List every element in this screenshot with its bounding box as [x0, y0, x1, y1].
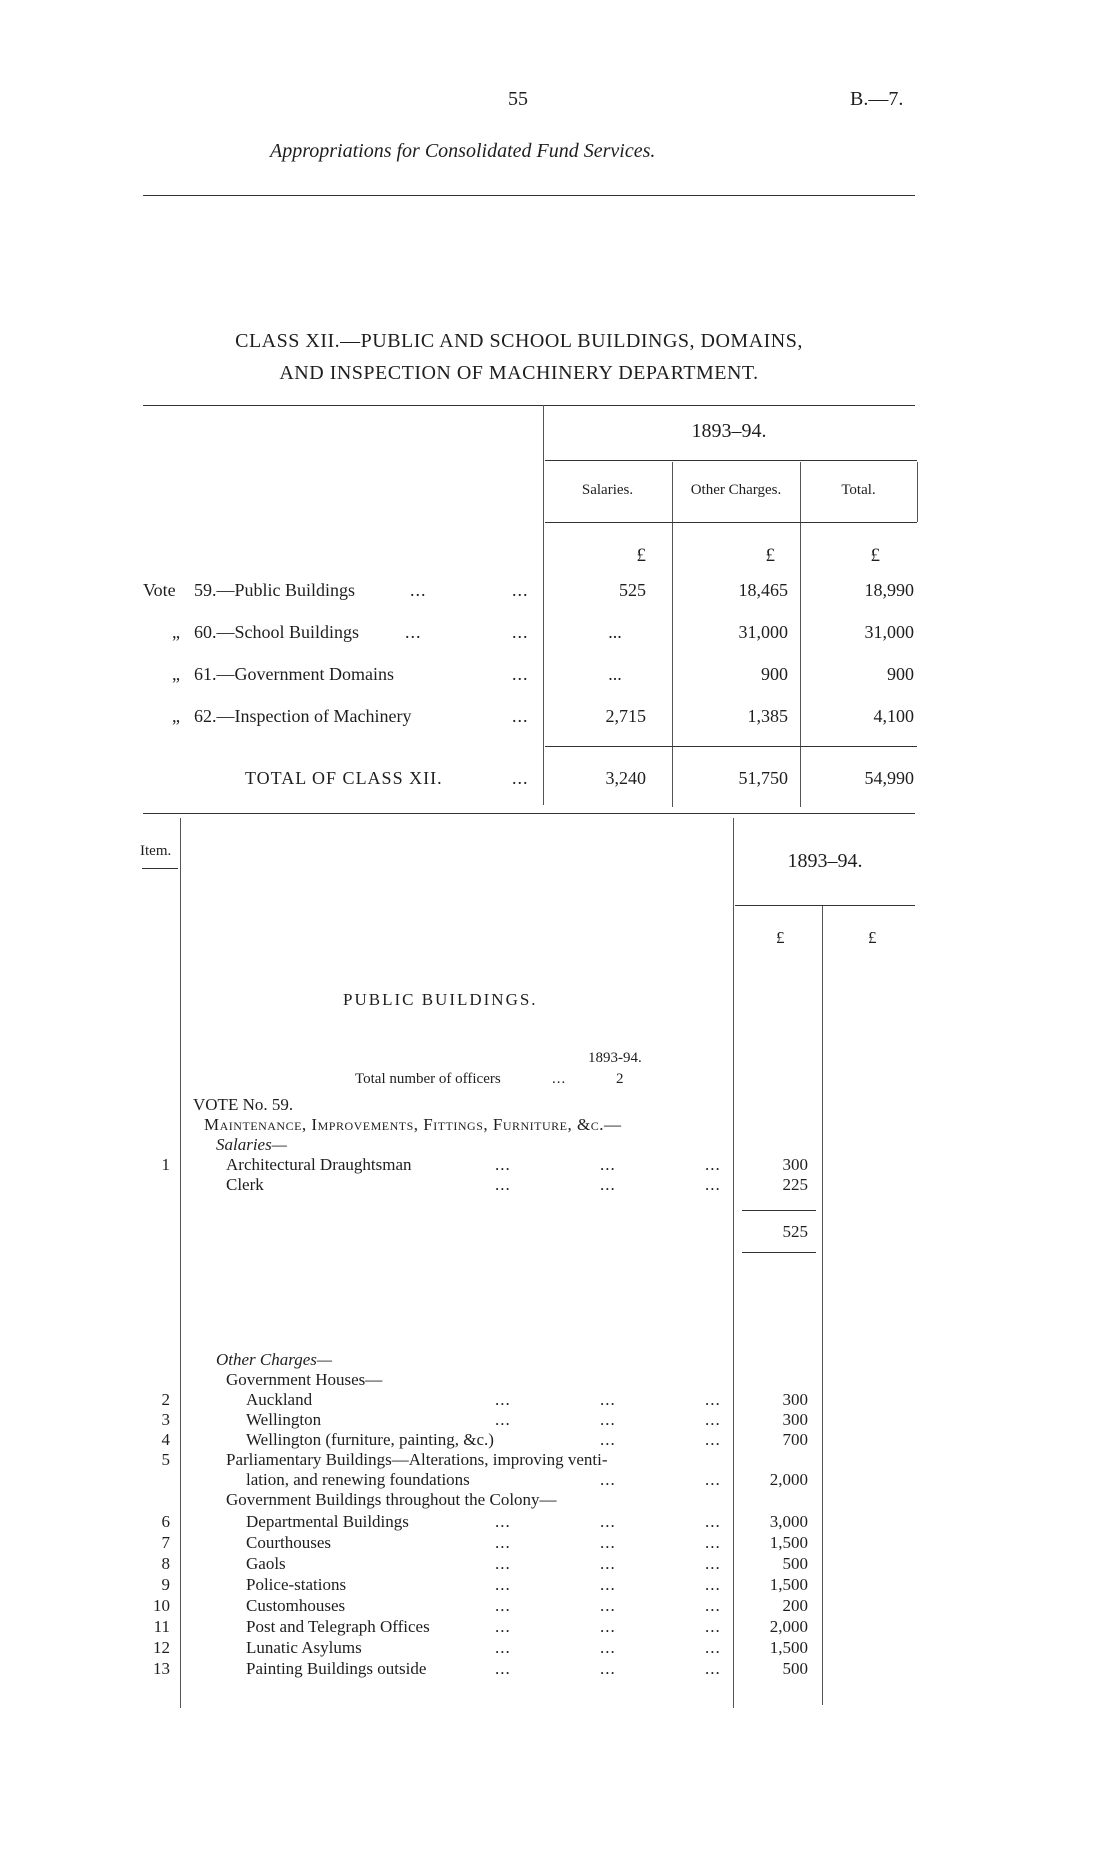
colony-buildings-heading: Government Buildings throughout the Colony— — [226, 1490, 557, 1509]
vote-number: VOTE No. 59. — [193, 1095, 294, 1114]
item-amount: 225 — [782, 1175, 808, 1194]
item-label: Courthouses — [246, 1533, 331, 1552]
summary-row-prefix: Vote — [143, 580, 176, 600]
other-charges-heading: Other Charges— — [216, 1350, 333, 1369]
item-number: 5 — [161, 1450, 170, 1469]
salaries-heading: Salaries— — [216, 1135, 287, 1154]
summary-salaries: ... — [608, 622, 622, 642]
item-amount: 200 — [782, 1596, 808, 1615]
item-number: 13 — [153, 1659, 170, 1678]
summary-row-prefix: „ — [172, 664, 180, 684]
item-amount: 1,500 — [769, 1575, 808, 1594]
item-amount: 700 — [782, 1430, 808, 1449]
total-other: 51,750 — [738, 768, 788, 788]
item-amount: 1,500 — [769, 1638, 808, 1657]
section-title: PUBLIC BUILDINGS. — [343, 990, 538, 1009]
item-number: 2 — [161, 1390, 170, 1409]
summary-row-label: 61.—Government Domains — [194, 664, 394, 684]
summary-other: 900 — [761, 664, 788, 684]
item-amount: 2,000 — [769, 1617, 808, 1636]
item-number: 9 — [161, 1575, 170, 1594]
summary-divider — [543, 405, 544, 805]
item-number: 12 — [153, 1638, 170, 1657]
total-rule — [545, 746, 917, 747]
item-amount: 300 — [782, 1155, 808, 1174]
item-label: Police-stations — [246, 1575, 347, 1594]
detail-top-rule — [143, 813, 915, 814]
item-number: 7 — [161, 1533, 170, 1552]
summary-salaries: ... — [608, 664, 622, 684]
item-number: 3 — [161, 1410, 170, 1429]
item-label: Wellington (furniture, painting, &c.) — [246, 1430, 494, 1449]
item-label: Parliamentary Buildings—Alterations, improving venti- — [226, 1450, 608, 1469]
summary-salaries: 525 — [619, 580, 646, 600]
detail-currency-1: £ — [776, 928, 785, 947]
summary-total: 900 — [887, 664, 914, 684]
total-total: 54,990 — [864, 768, 914, 788]
summary-total: 4,100 — [873, 706, 914, 726]
summary-row-label: 62.—Inspection of Machinery — [194, 706, 412, 726]
item-label: Wellington — [246, 1410, 322, 1429]
item-number: 1 — [161, 1155, 170, 1174]
item-amount: 500 — [782, 1554, 808, 1573]
item-label: Clerk — [226, 1175, 264, 1194]
summary-total: 18,990 — [864, 580, 914, 600]
item-amount: 1,500 — [769, 1533, 808, 1552]
summary-other: 18,465 — [738, 580, 788, 600]
item-number: 6 — [161, 1512, 170, 1531]
summary-year: 1893–94. — [691, 420, 767, 442]
page-subtitle: Appropriations for Consolidated Fund Services. — [270, 140, 656, 162]
salaries-subtotal: 525 — [782, 1222, 808, 1241]
summary-row-label: 60.—School Buildings — [194, 622, 360, 642]
vote-description: Maintenance, Improvements, Fittings, Furniture, &c.— — [204, 1115, 622, 1134]
item-label: Lunatic Asylums — [246, 1638, 362, 1657]
page-number: 55 — [508, 88, 528, 110]
item-label-continued: lation, and renewing foundations — [246, 1470, 470, 1489]
item-label: Architectural Draughtsman — [226, 1155, 412, 1174]
item-label: Post and Telegraph Offices — [246, 1617, 430, 1636]
item-amount: 300 — [782, 1410, 808, 1429]
summary-salaries: 2,715 — [605, 706, 646, 726]
text-column-rule — [733, 818, 734, 1708]
item-label: Departmental Buildings — [246, 1512, 409, 1531]
officers-label: Total number of officers — [355, 1071, 501, 1087]
total-label: TOTAL OF CLASS XII. — [245, 768, 443, 788]
summary-row-prefix: „ — [172, 706, 180, 726]
item-label: Auckland — [246, 1390, 313, 1409]
government-houses-heading: Government Houses— — [226, 1370, 383, 1389]
total-salaries: 3,240 — [605, 768, 646, 788]
item-number: 4 — [161, 1430, 170, 1449]
item-amount: 300 — [782, 1390, 808, 1409]
currency-total: £ — [870, 545, 880, 566]
col-salaries: Salaries. — [581, 482, 634, 498]
amount-column-rule — [822, 905, 823, 1705]
officers-year: 1893-94. — [588, 1050, 642, 1066]
col-other-charges: Other Charges. — [690, 482, 782, 498]
currency-salaries: £ — [636, 545, 646, 566]
currency-other: £ — [765, 545, 775, 566]
item-header: Item. — [140, 843, 172, 859]
document-reference: B.—7. — [850, 88, 904, 110]
item-label: Gaols — [246, 1554, 286, 1573]
item-label: Painting Buildings outside — [246, 1659, 427, 1678]
class-title-line-2: AND INSPECTION OF MACHINERY DEPARTMENT. — [279, 362, 759, 384]
class-title-line-1: CLASS XII.—PUBLIC AND SCHOOL BUILDINGS, DOMAINS, — [235, 330, 803, 352]
detail-currency-2: £ — [868, 928, 877, 947]
header-rule — [143, 195, 915, 196]
item-number: 11 — [153, 1617, 170, 1636]
detail-year: 1893–94. — [787, 850, 863, 872]
item-number: 10 — [153, 1596, 170, 1615]
summary-row-prefix: „ — [172, 622, 180, 642]
officers-count: 2 — [616, 1071, 624, 1087]
col-total: Total. — [841, 482, 876, 498]
item-number: 8 — [161, 1554, 170, 1573]
summary-other: 1,385 — [747, 706, 788, 726]
item-amount: 2,000 — [769, 1470, 808, 1489]
summary-total: 31,000 — [864, 622, 914, 642]
item-amount: 3,000 — [769, 1512, 808, 1531]
item-column-rule — [180, 818, 181, 1708]
summary-top-rule — [143, 405, 915, 406]
item-amount: 500 — [782, 1659, 808, 1678]
summary-other: 31,000 — [738, 622, 788, 642]
summary-row-label: 59.—Public Buildings — [194, 580, 356, 600]
item-label: Customhouses — [246, 1596, 346, 1615]
